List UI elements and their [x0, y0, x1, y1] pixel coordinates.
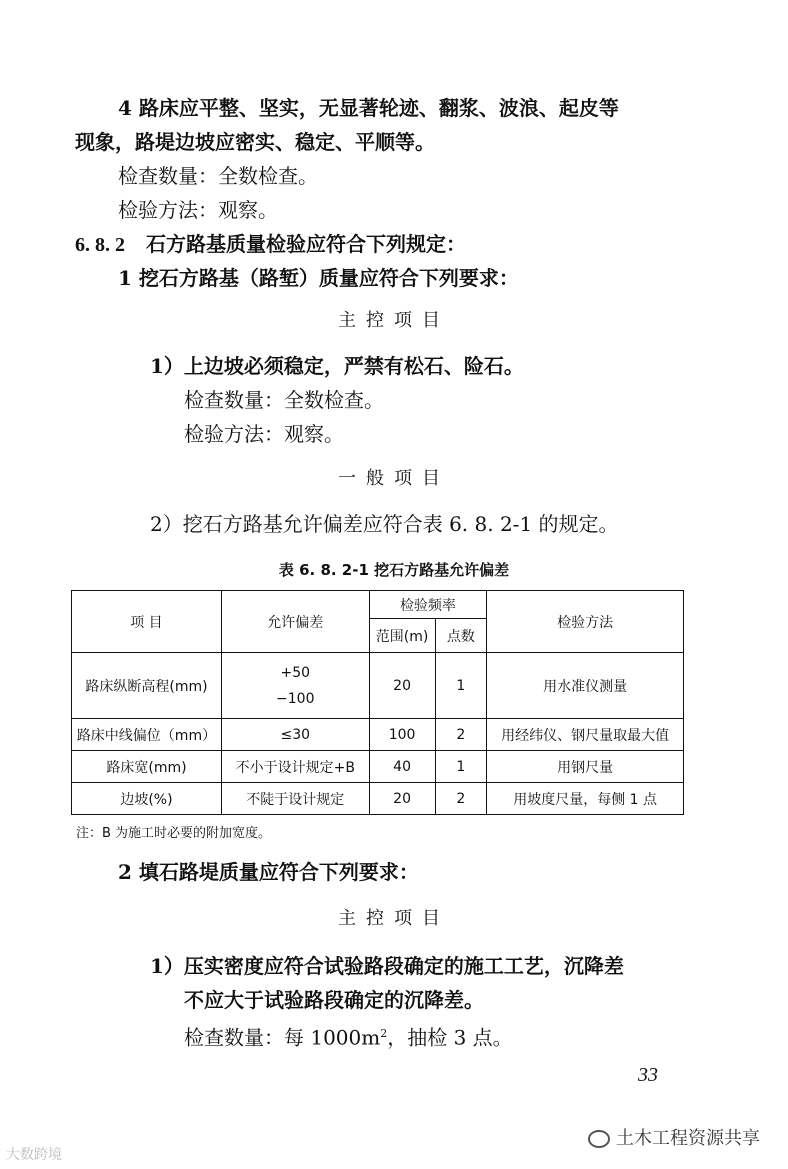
- cell-method: 用经纬仪、钢尺量取最大值: [487, 719, 684, 751]
- paragraph-line: 检验方法：观察。: [118, 198, 278, 222]
- cell-method: 用水准仪测量: [487, 653, 684, 719]
- table-caption: 表 6. 8. 2-1 挖石方路基允许偏差: [278, 561, 510, 579]
- table-row: [72, 653, 684, 719]
- paragraph-line: 检查数量：全数检查。: [118, 164, 318, 188]
- cell-method: 用钢尺量: [487, 751, 684, 783]
- header-frequency: 检验频率: [369, 591, 487, 619]
- watermark-left: 大数跨境: [6, 1147, 62, 1163]
- cell-range: 100: [369, 719, 435, 751]
- cell-points: 1: [435, 751, 487, 783]
- sample-text-end: ，抽检 3 点。: [387, 1025, 513, 1050]
- cell-item: 路床纵断高程(mm): [72, 653, 222, 719]
- paragraph-line: 1）压实密度应符合试验路段确定的施工工艺，沉降差: [150, 954, 624, 978]
- paragraph-line: 4 路床应平整、坚实，无显著轮迹、翻浆、波浪、起皮等: [118, 96, 619, 120]
- wechat-icon: [588, 1130, 610, 1148]
- header-method: 检验方法: [487, 591, 684, 653]
- paragraph-line: 检查数量：全数检查。: [184, 388, 384, 412]
- clause-heading: [75, 230, 466, 259]
- clause-number: 6. 8. 2: [75, 234, 125, 256]
- cell-points: 2: [435, 783, 487, 815]
- header-range: 范围(m): [369, 619, 435, 653]
- cell-item: 边坡(%): [72, 783, 222, 815]
- paragraph-line: 检验方法：观察。: [184, 422, 344, 446]
- cell-range: 40: [369, 751, 435, 783]
- clause-text: 石方路基质量检验应符合下列规定：: [145, 232, 466, 256]
- paragraph-line: [184, 1020, 513, 1052]
- table-note: 注：B 为施工时必要的附加宽度。: [76, 826, 272, 841]
- paragraph-line: 1 挖石方路基（路堑）质量应符合下列要求：: [118, 266, 519, 290]
- tolerance-table: [71, 590, 684, 815]
- watermark-right-text: 土木工程资源共享: [616, 1128, 760, 1149]
- paragraph-line: 2）挖石方路基允许偏差应符合表 6. 8. 2-1 的规定。: [150, 512, 619, 536]
- tolerance-lower: −100: [276, 690, 315, 707]
- table-row: [72, 751, 684, 783]
- section-heading-main: 主控项目: [338, 908, 450, 929]
- paragraph-line: 现象，路堤边坡应密实、稳定、平顺等。: [75, 130, 435, 154]
- cell-points: 2: [435, 719, 487, 751]
- paragraph-line: 2 填石路堤质量应符合下列要求：: [118, 860, 419, 884]
- header-points: 点数: [435, 619, 487, 653]
- paragraph-line: 不应大于试验路段确定的沉降差。: [184, 988, 484, 1012]
- cell-range: 20: [369, 653, 435, 719]
- cell-tolerance: 不小于设计规定+B: [221, 751, 369, 783]
- cell-tolerance: [221, 653, 369, 719]
- cell-tolerance: 不陡于设计规定: [221, 783, 369, 815]
- paragraph-line: 1）上边坡必须稳定，严禁有松石、险石。: [150, 354, 524, 378]
- cell-method: 用坡度尺量，每侧 1 点: [487, 783, 684, 815]
- section-heading-general: 一般项目: [338, 468, 450, 489]
- header-item: 项 目: [72, 591, 222, 653]
- sample-text: 检查数量：每 1000m: [184, 1025, 381, 1050]
- cell-item: 路床中线偏位（mm）: [72, 719, 222, 751]
- table-row: [72, 783, 684, 815]
- cell-tolerance: ≤30: [221, 719, 369, 751]
- superscript: 2: [380, 1027, 388, 1040]
- watermark-right: [588, 1124, 760, 1150]
- section-heading-main: 主控项目: [338, 310, 450, 331]
- tolerance-upper: +50: [280, 664, 311, 681]
- cell-range: 20: [369, 783, 435, 815]
- cell-points: 1: [435, 653, 487, 719]
- table-row: [72, 719, 684, 751]
- cell-item: 路床宽(mm): [72, 751, 222, 783]
- header-tolerance: 允许偏差: [221, 591, 369, 653]
- page-number: 33: [638, 1064, 658, 1086]
